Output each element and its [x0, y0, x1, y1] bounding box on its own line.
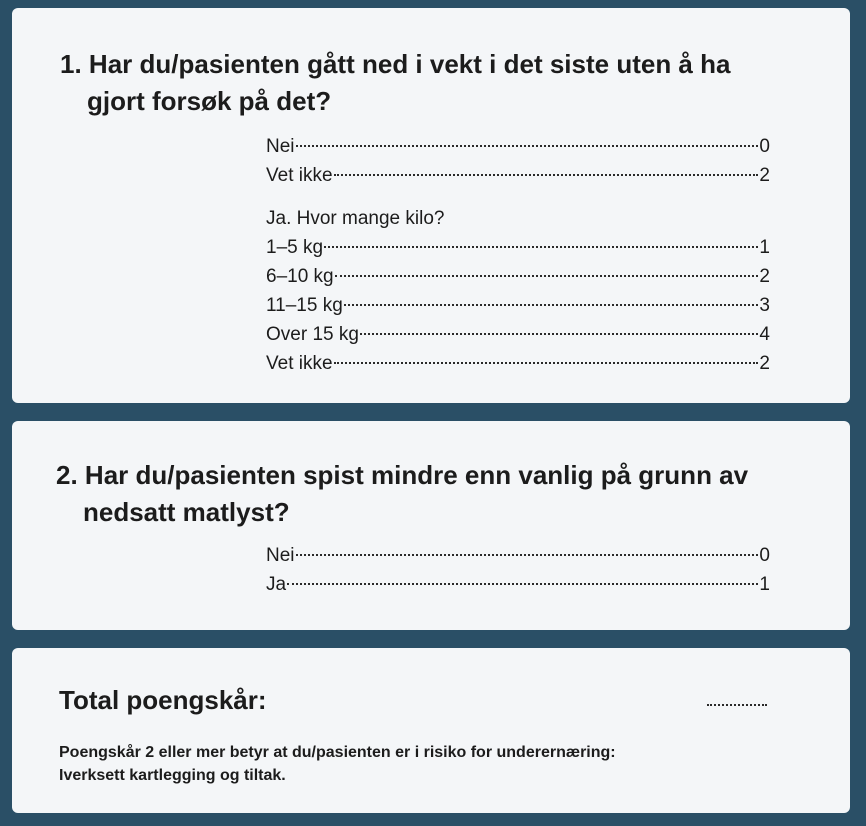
answer-score: 3: [759, 295, 770, 316]
question-1-card: [12, 8, 850, 403]
dotted-leader: [360, 333, 758, 335]
weight-subheading: Ja. Hvor mange kilo?: [266, 208, 445, 229]
answer-row[interactable]: [266, 262, 770, 291]
answer-label: Vet ikke: [266, 165, 333, 186]
answer-row[interactable]: [266, 291, 770, 320]
question-1-number: 1.: [60, 49, 82, 79]
answer-label: 11–15 kg: [266, 295, 343, 316]
question-1-pre: Har du/pasienten: [88, 49, 300, 79]
question-2-answers: [266, 541, 770, 599]
dotted-leader: [287, 583, 758, 585]
risk-note-line2: Iverksett kartlegging og tiltak.: [59, 767, 286, 784]
question-1-post: i det siste uten å ha: [489, 49, 731, 79]
answer-label: 6–10 kg: [266, 266, 334, 287]
question-1-answers-weight: [266, 204, 770, 378]
question-2-card: [12, 421, 850, 630]
answer-row[interactable]: [266, 161, 770, 190]
question-1-text: [60, 46, 800, 120]
dotted-leader: [296, 554, 759, 556]
answer-score: 1: [759, 237, 770, 258]
question-2-emphasis: spist mindre enn vanlig: [303, 460, 594, 490]
answer-row[interactable]: [266, 233, 770, 262]
dotted-leader: [334, 362, 759, 364]
answer-score: 0: [759, 545, 770, 566]
dotted-leader: [334, 174, 759, 176]
question-2-post: på grunn av: [600, 460, 749, 490]
answer-score: 2: [759, 353, 770, 374]
answer-label: Over 15 kg: [266, 324, 359, 345]
question-1-emphasis: gått ned i vekt: [307, 49, 482, 79]
answer-score: 4: [759, 324, 770, 345]
question-2-line2: nedsatt matlyst?: [83, 497, 290, 527]
answer-row[interactable]: [266, 132, 770, 161]
dotted-leader: [335, 275, 759, 277]
answer-label: Vet ikke: [266, 353, 333, 374]
dotted-leader: [344, 304, 759, 306]
question-1-answers-primary: [266, 132, 770, 190]
answer-row[interactable]: [266, 320, 770, 349]
dotted-leader: [296, 145, 759, 147]
question-2-number: 2.: [56, 460, 78, 490]
question-1-line2: gjort forsøk på det?: [87, 86, 332, 116]
answer-label: Nei: [266, 136, 295, 157]
answer-row[interactable]: [266, 541, 770, 570]
question-2-pre: Har du/pasienten: [84, 460, 296, 490]
answer-score: 0: [759, 136, 770, 157]
answer-row[interactable]: [266, 570, 770, 599]
dotted-leader: [324, 246, 758, 248]
total-score-field[interactable]: [707, 704, 767, 706]
risk-note: [59, 741, 799, 787]
answer-label: 1–5 kg: [266, 237, 324, 258]
answer-score: 2: [759, 165, 770, 186]
answer-label: Ja: [266, 574, 287, 595]
total-score-title: Total poengskår:: [59, 685, 267, 715]
answer-label: Nei: [266, 545, 295, 566]
answer-score: 1: [759, 574, 770, 595]
total-score-card: [12, 648, 850, 813]
question-2-text: [56, 457, 816, 531]
answer-row[interactable]: [266, 349, 770, 378]
risk-note-line1: Poengskår 2 eller mer betyr at du/pasienten er i risiko for underernæring:: [59, 744, 616, 761]
answer-score: 2: [759, 266, 770, 287]
